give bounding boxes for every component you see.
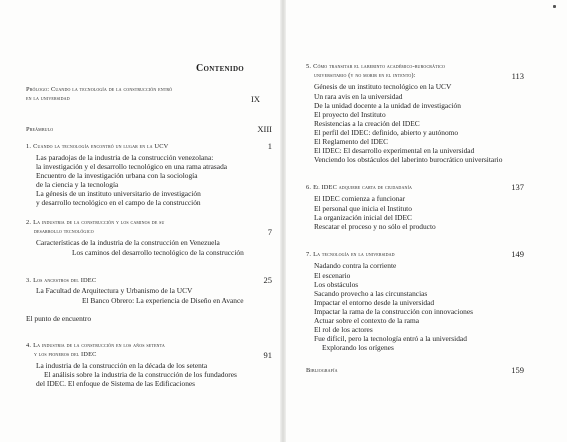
toc-heading-preambulo: Preámbulo — [26, 126, 54, 133]
toc-number-ch7: 7. — [306, 251, 312, 258]
toc-sub-ch3-2: El Banco Obrero: La experiencia de Diseño en Avance — [82, 296, 244, 305]
toc-title-ch6: El IDEC adquiere carta de ciudadanía — [313, 184, 413, 191]
toc-entry-punto-encuentro: El punto de encuentro — [26, 314, 92, 323]
page-title: Contenido — [196, 63, 245, 74]
toc-page-ch4: 91 — [263, 350, 272, 360]
toc-sub-ch7-7: Actuar sobre el contexto de la rama — [314, 316, 420, 325]
toc-sub-ch5-6: El perfil del IDEC: definido, abierto y autónomo — [314, 128, 459, 137]
toc-sub-ch1-2: la investigación y el desarrollo tecnológico en una rama atrasada — [36, 162, 228, 171]
toc-title-ch7: La tecnología en la universidad — [313, 251, 395, 258]
toc-sub-ch1-3: Encuentro de la investigación urbana con la sociología — [36, 171, 198, 180]
toc-sub-ch7-5: Impactar el entorno desde la universidad — [314, 298, 435, 307]
toc-sub-ch6-2: El personal que inicia el Instituto — [314, 204, 412, 213]
toc-heading-ch2-cont: desarrollo tecnológico — [34, 228, 94, 235]
toc-title-ch2: La industria de la construcción y los caminos de su — [33, 219, 165, 226]
corner-mark — [553, 5, 556, 8]
toc-heading-ch4 — [26, 342, 165, 350]
toc-number-ch3: 3. — [26, 277, 32, 284]
toc-page-ch6: 137 — [511, 182, 524, 192]
toc-title-ch4: La industria de la construcción en los años setenta — [33, 342, 165, 349]
toc-page-preambulo: XIII — [257, 124, 272, 134]
toc-number-ch4: 4. — [26, 342, 32, 349]
toc-sub-ch5-3: De la unidad docente a la unidad de investigación — [314, 101, 461, 110]
toc-sub-ch5-5: Resistencias a la creación del IDEC — [314, 119, 420, 128]
toc-page-bibliografia: 159 — [511, 365, 524, 375]
toc-sub-ch5-8: El IDEC: El desarrollo experimental en la universidad — [314, 146, 475, 155]
toc-sub-ch6-3: La organización inicial del IDEC — [314, 213, 412, 222]
toc-sub-ch7-9: Fue difícil, pero la tecnología entró a la universidad — [314, 334, 467, 343]
toc-heading-ch1 — [26, 143, 168, 151]
toc-sub-ch7-4: Sacando provecho a las circunstancias — [314, 289, 428, 298]
toc-heading-ch3 — [26, 277, 96, 285]
toc-heading-prologo-cont: en la universidad — [26, 95, 70, 102]
toc-sub-ch7-6: Impactar la rama de la construcción con innovaciones — [314, 307, 474, 316]
toc-heading-bibliografia: Bibliografía — [306, 367, 338, 374]
toc-page-ch1: 1 — [267, 141, 272, 151]
toc-sub-ch7-2: El escenario — [314, 271, 351, 280]
book-spine — [280, 0, 286, 442]
toc-heading-ch2 — [26, 219, 165, 227]
toc-sub-ch3-1: La Facultad de Arquitectura y Urbanismo de la UCV — [36, 286, 193, 295]
toc-page-prologo: IX — [251, 94, 260, 104]
toc-sub-ch5-1: Génesis de un instituto tecnológico en la UCV — [314, 82, 452, 91]
toc-heading-ch4-cont: y los pioneros del IDEC — [34, 351, 97, 358]
toc-page-ch7: 149 — [511, 249, 524, 259]
toc-number-ch5: 5. — [306, 63, 312, 70]
toc-sub-ch4-1: La industria de la construcción en la década de los setenta — [36, 361, 208, 370]
toc-sub-ch7-3: Los obstáculos — [314, 280, 359, 289]
toc-sub-ch1-1: Las paradojas de la industria de la construcción venezolana: — [36, 153, 214, 162]
toc-sub-ch7-8: El rol de los actores — [314, 325, 373, 334]
toc-sub-ch2-1: Características de la industria de la construcción en Venezuela — [36, 238, 220, 247]
toc-sub-ch4-3: del IDEC. El enfoque de Sistema de las Edificaciones — [36, 379, 196, 388]
toc-title-ch3: Los ancestros del IDEC — [33, 277, 97, 284]
toc-sub-ch2-2: Los caminos del desarrollo tecnológico de la construcción — [72, 248, 244, 257]
toc-heading-ch7 — [306, 251, 395, 259]
toc-sub-ch6-1: El IDEC comienza a funcionar — [314, 194, 406, 203]
toc-sub-ch1-6: y desarrollo tecnológico en el campo de la construcción — [36, 198, 201, 207]
toc-sub-ch5-2: Un rara avis en la universidad — [314, 92, 403, 101]
toc-sub-ch7-10: Explorando los orígenes — [322, 343, 394, 352]
toc-sub-ch1-5: La génesis de un instituto universitario de investigación — [36, 189, 201, 198]
toc-sub-ch7-1: Nadando contra la corriente — [314, 261, 397, 270]
toc-sub-ch5-7: El Reglamento del IDEC — [314, 137, 389, 146]
toc-number-ch6: 6. — [306, 184, 312, 191]
toc-sub-ch4-2: El análisis sobre la industria de la construcción de los fundadores — [44, 370, 237, 379]
toc-heading-ch6 — [306, 184, 412, 192]
toc-heading-ch5 — [306, 63, 445, 71]
toc-sub-ch5-4: El proyecto del Instituto — [314, 110, 386, 119]
toc-page-ch2: 7 — [267, 227, 272, 237]
toc-number-ch1: 1. — [26, 143, 32, 150]
toc-heading-ch5-cont: universitario (y no morir en el intento): — [314, 72, 416, 79]
toc-page-ch5: 113 — [511, 71, 524, 81]
toc-heading-prologo: Prólogo: Cuando la tecnología de la construcción entró — [26, 86, 173, 93]
toc-title-ch5: Cómo transitar el laberinto académico-burocrático — [313, 63, 446, 70]
toc-title-ch1: Cuando la tecnología encontró un lugar en la UCV — [33, 143, 169, 150]
toc-sub-ch6-4: Rescatar el proceso y no sólo el producto — [314, 222, 436, 231]
toc-page-ch3: 25 — [263, 275, 272, 285]
toc-sub-ch5-9: Venciendo los obstáculos del laberinto burocrático universitario — [314, 155, 503, 164]
toc-number-ch2: 2. — [26, 219, 32, 226]
toc-sub-ch1-4: de la ciencia y la tecnología — [36, 180, 119, 189]
